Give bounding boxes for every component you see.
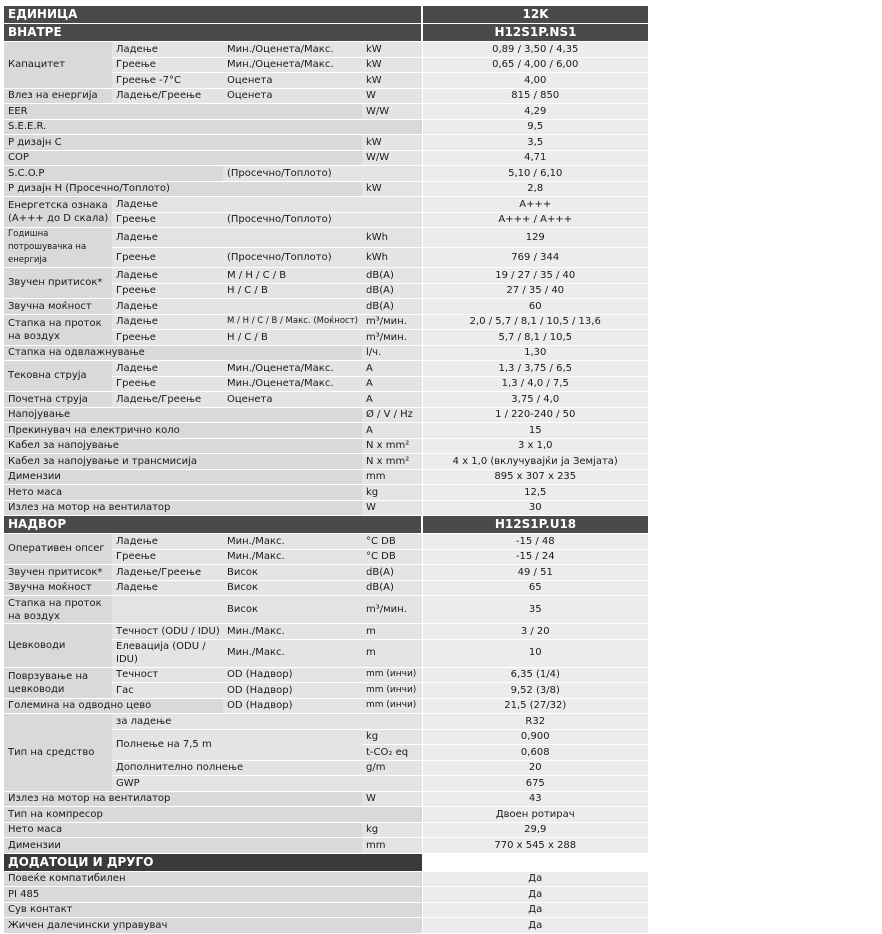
table-row (4, 871, 648, 887)
condition-cell: Мин./Оценета/Макс. (223, 57, 362, 73)
mode-cell: Полнење на 7,5 m (112, 729, 362, 760)
mode-cell: Ладење (112, 299, 223, 315)
mode-cell: Елевација (ODU / IDU) (112, 639, 223, 667)
row-label: Цевководи (4, 624, 112, 668)
unit-cell: dB(A) (362, 268, 422, 284)
condition-cell: Оценета (223, 392, 362, 408)
unit-cell: kW (362, 181, 422, 197)
value-cell: 2,0 / 5,7 / 8,1 / 10,5 / 13,6 (422, 314, 648, 330)
value-cell: 770 x 545 x 288 (422, 838, 648, 854)
mode-cell: Ладење (112, 580, 223, 596)
table-row (4, 667, 648, 683)
table-row (4, 714, 648, 730)
table-row (4, 150, 648, 166)
row-label: Стапка на проток на воздух (4, 596, 112, 624)
row-label: Тековна струја (4, 361, 112, 392)
condition-cell: Мин./Оценета/Макс. (223, 361, 362, 377)
row-label: Оперативен опсег (4, 534, 112, 565)
unit-cell: W (362, 791, 422, 807)
unit-cell: mm (инчи) (362, 683, 422, 699)
row-label: Нето маса (4, 485, 362, 501)
row-label: Тип на средство (4, 714, 112, 792)
value-cell: 65 (422, 580, 648, 596)
condition-cell: Мин./Оценета/Макс. (223, 42, 362, 58)
spec-sheet (4, 6, 648, 934)
row-label: Стапка на одвлажнување (4, 345, 362, 361)
value-cell: 0,65 / 4,00 / 6,00 (422, 57, 648, 73)
value-cell: 43 (422, 791, 648, 807)
value-cell: 0,89 / 3,50 / 4,35 (422, 42, 648, 58)
value-cell: 2,8 (422, 181, 648, 197)
value-cell: 4 x 1,0 (вклучувајќи ја Земјата) (422, 454, 648, 470)
mode-cell: Греење (112, 549, 223, 565)
unit-cell: kg (362, 485, 422, 501)
table-row (4, 500, 648, 516)
unit-cell: dB(A) (362, 283, 422, 299)
value-cell: Да (422, 887, 648, 903)
row-label: Звучен притисок* (4, 565, 112, 581)
row-label: Напојување (4, 407, 362, 423)
extras-header-blank (422, 853, 648, 871)
value-cell: -15 / 48 (422, 534, 648, 550)
row-label: Енергетска ознака (А+++ до D скала) (4, 197, 112, 228)
extras-header-row (4, 853, 648, 871)
value-cell: 0,900 (422, 729, 648, 745)
value-cell: 27 / 35 / 40 (422, 283, 648, 299)
condition-cell: Висок (223, 596, 362, 624)
mode-cell: Греење (112, 376, 223, 392)
outdoor-title: НАДВОР (4, 516, 422, 534)
table-row (4, 838, 648, 854)
mode-cell: Ладење (112, 268, 223, 284)
row-label: Капацитет (4, 42, 112, 89)
unit-cell (362, 197, 422, 213)
row-label: Звучна моќност (4, 580, 112, 596)
row-label: Жичен далечински управувач (4, 918, 422, 934)
unit-cell: W/W (362, 150, 422, 166)
indoor-model: H12S1P.NS1 (422, 24, 648, 42)
row-label: Годишна потрошувачка на енергија (4, 228, 112, 268)
row-label: Звучен притисок* (4, 268, 112, 299)
unit-cell: dB(A) (362, 299, 422, 315)
row-label: Димензии (4, 838, 362, 854)
unit-cell: A (362, 361, 422, 377)
value-cell: Да (422, 871, 648, 887)
row-label: PI 485 (4, 887, 422, 903)
mode-cell: Ладење (112, 197, 223, 213)
unit-cell: g/m (362, 760, 422, 776)
table-row (4, 299, 648, 315)
table-row (4, 454, 648, 470)
condition-cell (223, 299, 362, 315)
value-cell: 15 (422, 423, 648, 439)
mode-cell: Ладење (112, 228, 223, 248)
condition-cell: Мин./Макс. (223, 624, 362, 640)
extras-title: ДОДАТОЦИ И ДРУГО (4, 853, 422, 871)
unit-cell: kg (362, 822, 422, 838)
table-row (4, 485, 648, 501)
table-row (4, 392, 648, 408)
row-label: Влез на енергија (4, 88, 112, 104)
value-cell: 895 x 307 x 235 (422, 469, 648, 485)
row-label: P дизајн C (4, 135, 362, 151)
condition-cell: OD (Надвор) (223, 698, 362, 714)
unit-cell (362, 212, 422, 228)
condition-cell: Оценета (223, 73, 362, 89)
unit-cell: mm (инчи) (362, 667, 422, 683)
value-cell: 129 (422, 228, 648, 248)
value-cell: 769 / 344 (422, 248, 648, 268)
value-cell: 20 (422, 760, 648, 776)
row-label: Звучна моќност (4, 299, 112, 315)
value-cell: 9,5 (422, 119, 648, 135)
value-cell: Да (422, 918, 648, 934)
mode-cell: Греење (112, 212, 223, 228)
unit-value: 12K (422, 6, 648, 24)
unit-cell: m³/мин. (362, 330, 422, 346)
mode-cell: Греење (112, 330, 223, 346)
mode-cell: Греење (112, 248, 223, 268)
value-cell: 1,3 / 4,0 / 7,5 (422, 376, 648, 392)
row-label: COP (4, 150, 362, 166)
condition-cell: М / Н / С / В (223, 268, 362, 284)
table-row (4, 104, 648, 120)
value-cell: 49 / 51 (422, 565, 648, 581)
value-cell: А+++ (422, 197, 648, 213)
condition-cell: (Просечно/Топлото) (223, 212, 362, 228)
mode-cell: Греење (112, 283, 223, 299)
row-label: Почетна струја (4, 392, 112, 408)
value-cell: 1,3 / 3,75 / 6,5 (422, 361, 648, 377)
unit-cell: kW (362, 135, 422, 151)
row-label: Кабел за напојување и трансмисија (4, 454, 362, 470)
row-label: Стапка на проток на воздух (4, 314, 112, 345)
unit-cell: °C DB (362, 549, 422, 565)
condition-cell: Н / С / В (223, 283, 362, 299)
unit-header-row (4, 6, 648, 24)
value-cell: 1,30 (422, 345, 648, 361)
table-row (4, 565, 648, 581)
unit-cell: N x mm² (362, 438, 422, 454)
unit-cell: kg (362, 729, 422, 745)
row-label: Излез на мотор на вентилатор (4, 791, 362, 807)
unit-cell: m (362, 639, 422, 667)
value-cell: Да (422, 902, 648, 918)
value-cell: 21,5 (27/32) (422, 698, 648, 714)
table-row (4, 42, 648, 58)
unit-cell: l/ч. (362, 345, 422, 361)
unit-cell: W (362, 500, 422, 516)
condition-cell: Мин./Оценета/Макс. (223, 376, 362, 392)
condition-cell: (Просечно/Топлото) (223, 248, 362, 268)
spec-table (4, 6, 648, 934)
condition-cell: (Просечно/Топлото) (223, 166, 362, 182)
value-cell: 10 (422, 639, 648, 667)
condition-cell: Мин./Макс. (223, 534, 362, 550)
outdoor-header-row (4, 516, 648, 534)
unit-cell: kW (362, 57, 422, 73)
row-label: Прекинувач на електрично коло (4, 423, 362, 439)
row-label: Повеќе компатибилен (4, 871, 422, 887)
row-label: Димензии (4, 469, 362, 485)
mode-cell: Течност (ODU / IDU) (112, 624, 223, 640)
unit-cell: kW (362, 73, 422, 89)
mode-cell (112, 596, 223, 624)
mode-cell: GWP (112, 776, 362, 792)
value-cell: 29,9 (422, 822, 648, 838)
condition-cell (223, 228, 362, 248)
table-row (4, 181, 648, 197)
table-row (4, 314, 648, 330)
mode-cell: Ладење/Греење (112, 88, 223, 104)
table-row (4, 791, 648, 807)
condition-cell: Н / С / В (223, 330, 362, 346)
row-label: P дизајн H (Просечно/Топлото) (4, 181, 362, 197)
table-row (4, 580, 648, 596)
row-label: Големина на одводно цево (4, 698, 223, 714)
value-cell: 0,608 (422, 745, 648, 761)
table-row (4, 135, 648, 151)
unit-cell: dB(A) (362, 580, 422, 596)
mode-cell: Гас (112, 683, 223, 699)
unit-cell: A (362, 376, 422, 392)
value-cell: 5,10 / 6,10 (422, 166, 648, 182)
unit-cell: A (362, 392, 422, 408)
row-label: Поврзување на цевководи (4, 667, 112, 698)
mode-cell: Греење (112, 57, 223, 73)
row-label: S.E.E.R. (4, 119, 422, 135)
unit-cell: W (362, 88, 422, 104)
table-row (4, 918, 648, 934)
mode-cell: Дополнително полнење (112, 760, 362, 776)
unit-cell: m (362, 624, 422, 640)
value-cell: 9,52 (3/8) (422, 683, 648, 699)
row-label: Излез на мотор на вентилатор (4, 500, 362, 516)
value-cell: 815 / 850 (422, 88, 648, 104)
value-cell: 675 (422, 776, 648, 792)
value-cell: -15 / 24 (422, 549, 648, 565)
row-label: EER (4, 104, 362, 120)
table-row (4, 534, 648, 550)
table-row (4, 228, 648, 248)
unit-cell: m³/мин. (362, 314, 422, 330)
condition-cell: М / Н / С / В / Макс. (Моќност) (223, 314, 362, 330)
indoor-title: ВНАТРЕ (4, 24, 422, 42)
table-row (4, 119, 648, 135)
value-cell: 3 x 1,0 (422, 438, 648, 454)
value-cell: R32 (422, 714, 648, 730)
table-row (4, 807, 648, 823)
condition-cell: Мин./Макс. (223, 549, 362, 565)
mode-cell: Ладење (112, 42, 223, 58)
value-cell: 60 (422, 299, 648, 315)
mode-cell: Ладење (112, 314, 223, 330)
table-row (4, 345, 648, 361)
table-row (4, 469, 648, 485)
unit-cell: °C DB (362, 534, 422, 550)
value-cell: 35 (422, 596, 648, 624)
table-row (4, 423, 648, 439)
value-cell: 5,7 / 8,1 / 10,5 (422, 330, 648, 346)
unit-cell: mm (инчи) (362, 698, 422, 714)
table-row (4, 407, 648, 423)
unit-cell: A (362, 423, 422, 439)
condition-cell: Мин./Макс. (223, 639, 362, 667)
unit-cell: m³/мин. (362, 596, 422, 624)
table-row (4, 624, 648, 640)
mode-cell: Ладење/Греење (112, 565, 223, 581)
row-label: Тип на компресор (4, 807, 422, 823)
outdoor-model: H12S1P.U18 (422, 516, 648, 534)
condition-cell: Висок (223, 580, 362, 596)
unit-cell: t-CO₂ eq (362, 745, 422, 761)
unit-label: ЕДИНИЦА (4, 6, 422, 24)
unit-cell (362, 714, 422, 730)
unit-cell: mm (362, 469, 422, 485)
table-row (4, 887, 648, 903)
value-cell: А+++ / А+++ (422, 212, 648, 228)
table-row (4, 88, 648, 104)
table-row (4, 698, 648, 714)
value-cell: 4,71 (422, 150, 648, 166)
unit-cell: N x mm² (362, 454, 422, 470)
condition-cell: OD (Надвор) (223, 683, 362, 699)
unit-cell: Ø / V / Hz (362, 407, 422, 423)
table-row (4, 438, 648, 454)
value-cell: 4,00 (422, 73, 648, 89)
value-cell: 1 / 220-240 / 50 (422, 407, 648, 423)
unit-cell (362, 166, 422, 182)
value-cell: 30 (422, 500, 648, 516)
condition-cell (223, 197, 362, 213)
row-label: S.C.O.P (4, 166, 223, 182)
value-cell: 3,75 / 4,0 (422, 392, 648, 408)
mode-cell: Греење -7°C (112, 73, 223, 89)
table-row (4, 822, 648, 838)
mode-cell: Ладење (112, 361, 223, 377)
table-row (4, 902, 648, 918)
value-cell: 12,5 (422, 485, 648, 501)
unit-cell: kW (362, 42, 422, 58)
row-label: Сув контакт (4, 902, 422, 918)
indoor-header-row (4, 24, 648, 42)
mode-cell: Течност (112, 667, 223, 683)
table-row (4, 268, 648, 284)
table-row (4, 166, 648, 182)
table-row (4, 596, 648, 624)
condition-cell: OD (Надвор) (223, 667, 362, 683)
unit-cell: dB(A) (362, 565, 422, 581)
mode-cell: Ладење/Греење (112, 392, 223, 408)
unit-cell: mm (362, 838, 422, 854)
unit-cell (362, 776, 422, 792)
value-cell: 6,35 (1/4) (422, 667, 648, 683)
mode-cell: за ладење (112, 714, 362, 730)
value-cell: 3,5 (422, 135, 648, 151)
unit-cell: W/W (362, 104, 422, 120)
condition-cell: Оценета (223, 88, 362, 104)
value-cell: 19 / 27 / 35 / 40 (422, 268, 648, 284)
mode-cell: Ладење (112, 534, 223, 550)
unit-cell: kWh (362, 248, 422, 268)
row-label: Нето маса (4, 822, 362, 838)
unit-cell: kWh (362, 228, 422, 248)
row-label: Кабел за напојување (4, 438, 362, 454)
value-cell: 3 / 20 (422, 624, 648, 640)
table-row (4, 197, 648, 213)
value-cell: Двоен ротирач (422, 807, 648, 823)
condition-cell: Висок (223, 565, 362, 581)
table-row (4, 361, 648, 377)
value-cell: 4,29 (422, 104, 648, 120)
